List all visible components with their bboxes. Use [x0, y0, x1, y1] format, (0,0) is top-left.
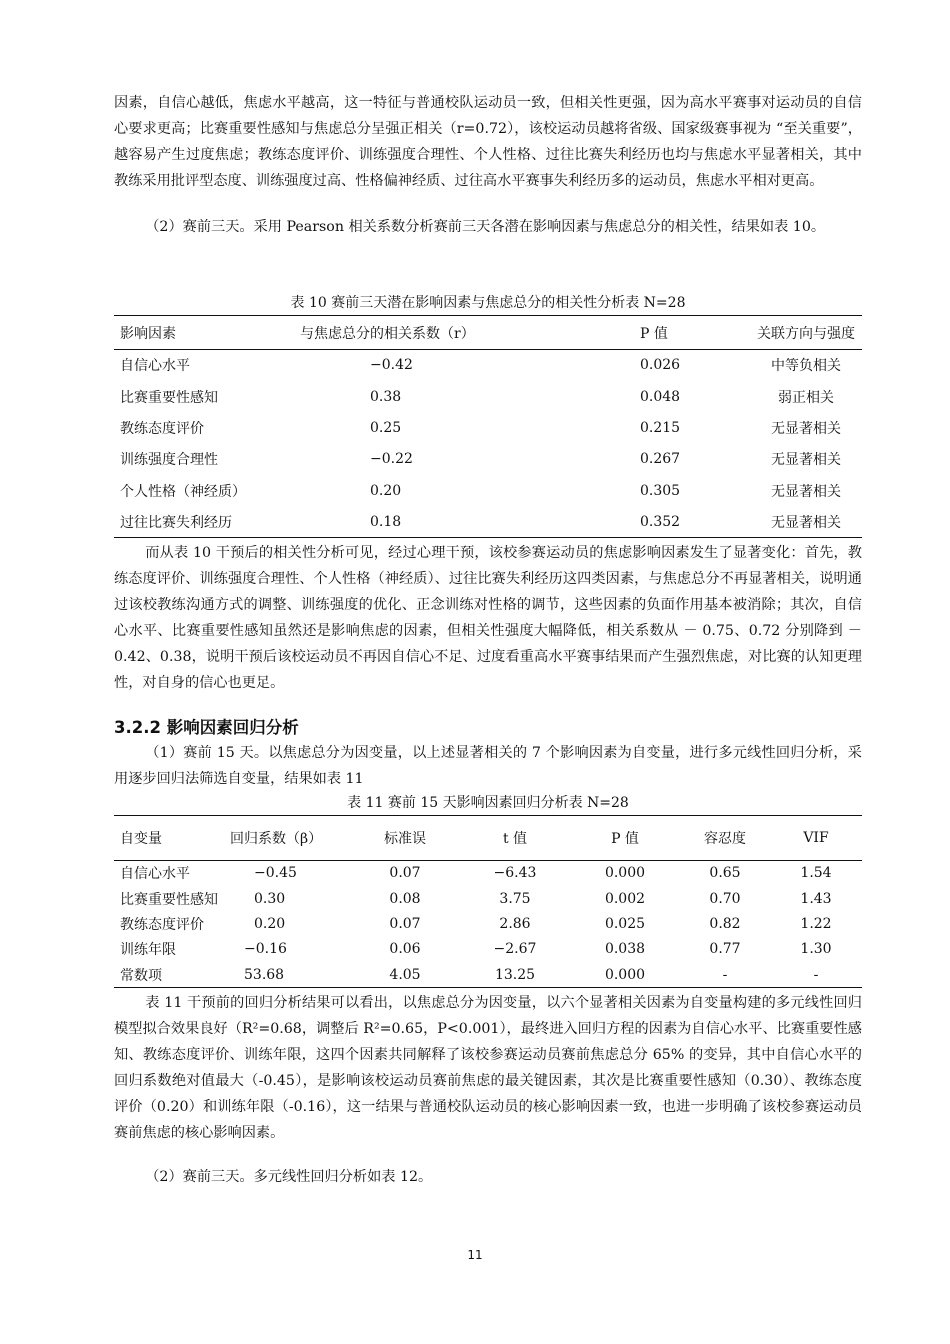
paragraph-post-intervention: 而从表 10 干预后的相关性分析可见，经过心理干预，该校参赛运动员的焦虑影响因素发生了显著变化：首先，教练态度评价、训练强度合理性、个人性格（神经质）、过往比赛失利经历这四类因素，与焦虑总分不再显著相关，说明通过该校教练沟通方式的调整、训练强度的优化、正念训练对性格的调节，这些因素的负面作用基本被消除；其次，自信心水平、比赛重要性感知虽然还是影响焦虑的因素，但相关性强度大幅降低，相关系数从 － 0.75、0.72 分别降到 － 0.42、0.38，说明干预后该校运动员不再因自信心不足、过度看重高水平赛事结果而产生强烈焦虑，对比赛的认知更理性，对自身的信心也更足。: [114, 545, 862, 691]
table11-cell: 0.025: [604, 915, 646, 932]
paragraph-fifteen-days-intro: （1）赛前 15 天。以焦虑总分为因变量，以上述显著相关的 7 个影响因素为自变量，进行多元线性回归分析，采用逐步回归法筛选自变量，结果如表 11: [114, 745, 862, 787]
table11-cell: 训练年限: [120, 942, 176, 959]
table-row: [114, 911, 862, 936]
table11-cell: 0.000: [570, 962, 680, 987]
table10-cell: 无显著相关: [771, 420, 841, 437]
table10-cell: 0.25: [370, 419, 402, 436]
table-row: [114, 444, 862, 475]
table11-header-cell: 回归系数（β）: [230, 816, 350, 861]
table11-cell: 0.08: [389, 890, 421, 907]
table11-cell: 2.86: [499, 915, 531, 932]
table11-cell: 13.25: [460, 962, 570, 987]
table11-cell: 1.22: [800, 915, 832, 932]
table10-cell: 中等负相关: [771, 358, 841, 375]
table-row: [114, 962, 862, 987]
table10-cell: 弱正相关: [778, 389, 834, 406]
table11-cell: 1.54: [800, 865, 832, 882]
table11-cell: 1.30: [800, 941, 832, 958]
table10-caption: 表 10 赛前三天潜在影响因素与焦虑总分的相关性分析表 N=28: [290, 295, 686, 311]
table11-cell: 教练态度评价: [120, 916, 204, 933]
table10-cell: 0.18: [300, 506, 640, 537]
table10-cell: 0.305: [640, 482, 681, 499]
table-row: [114, 937, 862, 962]
table11-cell: 0.20: [254, 915, 286, 932]
table11-cell: −6.43: [493, 865, 537, 882]
table11-header-cell: 容忍度: [680, 816, 770, 861]
table11-cell: −0.45: [254, 865, 297, 882]
table11-cell: 常数项: [114, 962, 230, 987]
table10-cell: 0.352: [640, 506, 750, 537]
table10-cell: 自信心水平: [120, 358, 190, 375]
table10-cell: −0.42: [370, 357, 413, 374]
table11-cell: 0.07: [389, 915, 421, 932]
table-row: [114, 350, 862, 381]
page-number: 11: [467, 1248, 483, 1262]
table11-cell: 1.43: [800, 890, 832, 907]
table11-caption: 表 11 赛前 15 天影响因素回归分析表 N=28: [347, 795, 629, 811]
table11-cell: 比赛重要性感知: [120, 891, 218, 908]
table11-cell: 0.65: [709, 865, 741, 882]
section-heading: 3.2.2 影响因素回归分析: [114, 718, 299, 737]
table10-cell: 过往比赛失利经历: [114, 506, 300, 537]
table10-cell: 0.38: [370, 388, 402, 405]
table10-header-cell: 影响因素: [114, 316, 300, 350]
table10-cell: 个人性格（神经质）: [120, 483, 246, 500]
table11-cell: −0.16: [244, 941, 287, 958]
table10-cell: 0.267: [640, 451, 681, 468]
table-row: [114, 861, 862, 886]
table10-cell: 无显著相关: [771, 452, 841, 469]
table10-header-cell: 与焦虑总分的相关系数（r）: [300, 316, 640, 350]
table11-header-cell: P 值: [570, 816, 680, 861]
table11-cell: 0.000: [604, 865, 646, 882]
table10-cell: 教练态度评价: [120, 420, 204, 437]
paragraph-correlation-before: 因素，自信心越低，焦虑水平越高，这一特征与普通校队运动员一致，但相关性更强，因为高水平赛事对运动员的自信心要求更高；比赛重要性感知与焦虑总分呈强正相关（r=0.72），该校运动员越将省级、国家级赛事视为 “至关重要”，越容易产生过度焦虑；教练态度评价、训练强度合理性、个人性格、过往比赛失利经历也均与焦虑水平显著相关，其中教练采用批评型态度、训练强度过高、性格偏神经质、过往高水平赛事失利经历多的运动员，焦虑水平相对更高。: [114, 95, 862, 189]
paragraph-three-days-regression: （2）赛前三天。多元线性回归分析如表 12。: [145, 1169, 433, 1185]
table11-cell: −2.67: [493, 941, 537, 958]
table10-cell: 比赛重要性感知: [120, 389, 218, 406]
table-row: [114, 381, 862, 412]
table10-cell: 0.026: [640, 357, 681, 374]
paragraph-regression-analysis: 表 11 干预前的回归分析结果可以看出，以焦虑总分为因变量，以六个显著相关因素为自变量构建的多元线性回归模型拟合效果良好（R²=0.68，调整后 R²=0.65，P<0.001），最终进入回归方程的因素为自信心水平、比赛重要性感知、教练态度评价、训练年限，这四个因素共同解释了该校参赛运动员赛前焦虑总分 65% 的变异，其中自信心水平的回归系数绝对值最大（-0.45），是影响该校运动员赛前焦虑的最关键因素，其次是比赛重要性感知（0.30）、教练态度评价（0.20）和训练年限（-0.16），这一结果与普通校队运动员的核心影响因素一致，也进一步明确了该校参赛运动员赛前焦虑的核心影响因素。: [114, 995, 862, 1141]
table11-header-cell: 标准误: [350, 816, 460, 861]
table11-cell: 0.07: [389, 865, 421, 882]
table11-cell: 0.30: [254, 890, 286, 907]
table10-cell: −0.22: [370, 451, 413, 468]
table11-cell: 53.68: [230, 962, 350, 987]
table11-cell: -: [680, 962, 770, 987]
table11-cell: 0.77: [709, 941, 741, 958]
table11-cell: 0.70: [709, 890, 741, 907]
table11-cell: 3.75: [499, 890, 531, 907]
table11-header-row: [114, 816, 862, 861]
table10: [114, 315, 862, 538]
table11-cell: 0.038: [604, 941, 646, 958]
table11-header-cell: VIF: [770, 816, 862, 861]
table11-cell: 0.002: [604, 890, 646, 907]
paragraph-three-days-intro: （2）赛前三天。采用 Pearson 相关系数分析赛前三天各潜在影响因素与焦虑总分的相关性，结果如表 10。: [145, 219, 826, 235]
table10-header-cell: 关联方向与强度: [750, 316, 862, 350]
table10-cell: 无显著相关: [771, 483, 841, 500]
table11-cell: 自信心水平: [120, 866, 190, 883]
table10-cell: 训练强度合理性: [120, 452, 218, 469]
table10-cell: 0.20: [370, 482, 402, 499]
table10-header-cell: P 值: [640, 316, 750, 350]
table10-cell: 0.215: [640, 419, 681, 436]
table10-cell: 无显著相关: [750, 506, 862, 537]
table-row: [114, 412, 862, 443]
table11-cell: 0.82: [709, 915, 741, 932]
table10-header-row: [114, 316, 862, 350]
table11-cell: 4.05: [350, 962, 460, 987]
table-row: [114, 506, 862, 537]
table11-cell: 0.06: [389, 941, 421, 958]
table10-cell: 0.048: [640, 388, 681, 405]
table-row: [114, 475, 862, 506]
table-row: [114, 886, 862, 911]
table11-cell: -: [770, 962, 862, 987]
table11-header-cell: t 值: [460, 816, 570, 861]
table11: [114, 815, 862, 988]
table11-header-cell: 自变量: [114, 816, 230, 861]
